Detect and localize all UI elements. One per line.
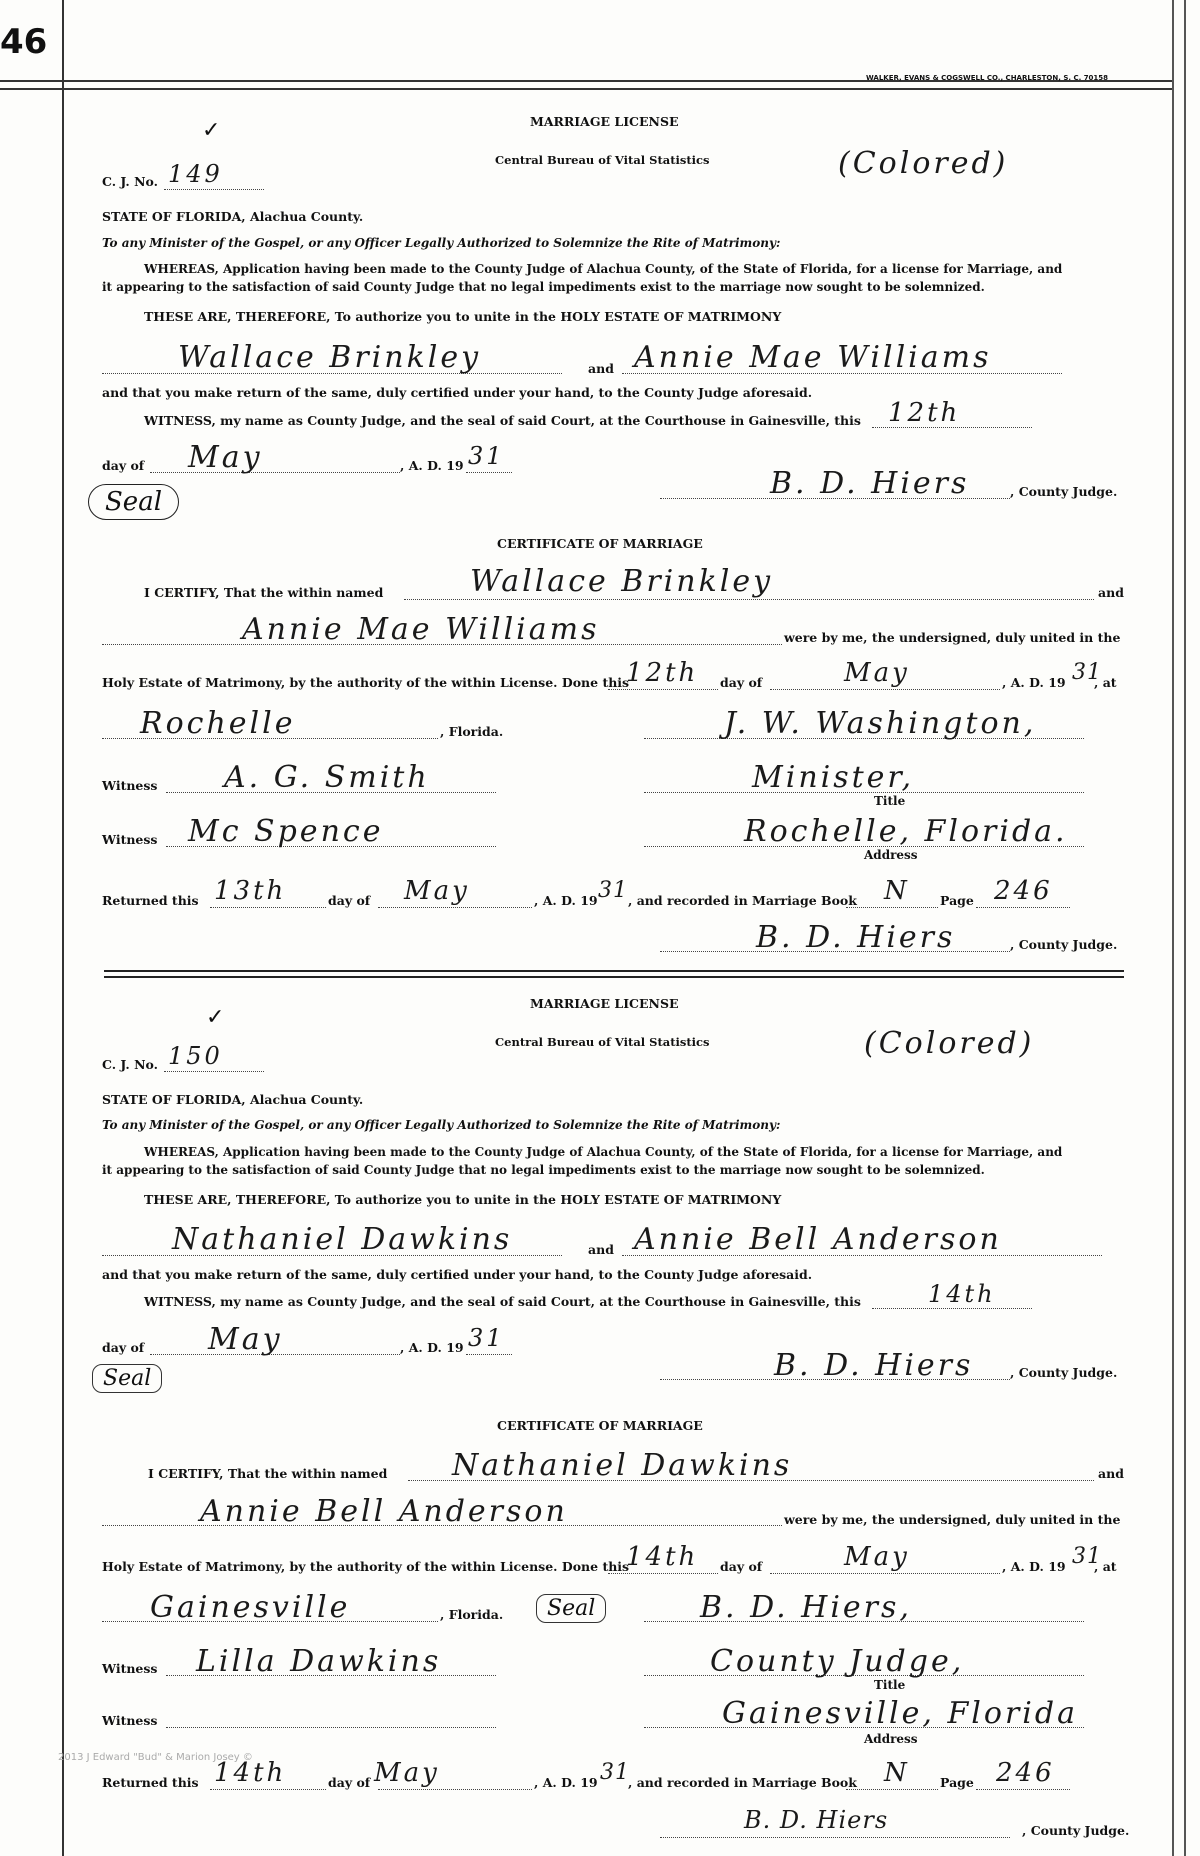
witness-line: WITNESS, my name as County Judge, and the seal of said Court, at the Courthouse in Gainesville, this xyxy=(144,1294,861,1309)
whereas-line-1: WHEREAS, Application having been made to the County Judge of Alachua County, of the State of Florida, for a license for Marriage, and xyxy=(144,262,1063,276)
cj-label: C. J. No. xyxy=(102,174,158,189)
day-of-label: day of xyxy=(328,1775,371,1790)
witness-label: Witness xyxy=(102,1713,158,1728)
license-year: 31 xyxy=(468,1324,505,1352)
witness-label: Witness xyxy=(102,778,158,793)
day-of-label: day of xyxy=(328,893,371,908)
county-judge-label: , County Judge. xyxy=(1010,937,1118,952)
license-day: 14th xyxy=(928,1280,996,1308)
ad-label: , A. D. 19 xyxy=(1002,1559,1066,1574)
ad-label: , A. D. 19 xyxy=(534,1775,598,1790)
these-are-line: THESE ARE, THEREFORE, To authorize you to unite in the HOLY ESTATE OF MATRIMONY xyxy=(144,309,782,324)
seal-stamp: Seal xyxy=(536,1594,606,1623)
whereas-line-1: WHEREAS, Application having been made to the County Judge of Alachua County, of the State of Florida, for a license for Marriage, and xyxy=(144,1145,1063,1159)
judge-signature: B. D. Hiers xyxy=(756,920,956,955)
recorded-label: , and recorded in Marriage Book xyxy=(628,1775,857,1790)
address-caption: Address xyxy=(864,848,918,862)
checkmark-icon: ✓ xyxy=(202,118,221,143)
day-of-label: day of xyxy=(720,675,763,690)
and-label: and xyxy=(588,1242,614,1257)
returned-label: Returned this xyxy=(102,893,199,908)
whereas-line-2: it appearing to the satisfaction of said County Judge that no legal impediments exist to the marriage now sought to be solemnized. xyxy=(102,280,985,294)
county-judge-label: , County Judge. xyxy=(1022,1823,1130,1838)
copyright-watermark: 2013 J Edward "Bud" & Marion Josey © xyxy=(58,1752,253,1763)
seal-stamp: Seal xyxy=(88,484,179,520)
license-month: May xyxy=(208,1322,283,1357)
cj-label: C. J. No. xyxy=(102,1057,158,1072)
cert-year: 31 xyxy=(1072,1544,1102,1569)
state-line: STATE OF FLORIDA, Alachua County. xyxy=(102,209,364,224)
at-label: , at xyxy=(1094,1559,1117,1574)
returned-month: May xyxy=(374,1758,440,1788)
and-label: and xyxy=(588,361,614,376)
and-label: and xyxy=(1098,585,1124,600)
ad-label: , A. D. 19 xyxy=(1002,675,1066,690)
cert-year: 31 xyxy=(1072,660,1102,685)
address-line: To any Minister of the Gospel, or any Officer Legally Authorized to Solemnize the Rite of Matrimony: xyxy=(102,1118,781,1132)
book-page: 246 xyxy=(994,876,1053,906)
certify-label: I CERTIFY, That the within named xyxy=(148,1466,388,1481)
title-caption: Title xyxy=(874,1678,906,1692)
day-of-label: day of xyxy=(102,1340,145,1355)
cert-place: Rochelle xyxy=(140,706,296,741)
race-note: (Colored) xyxy=(838,146,1009,181)
officiant-signature: B. D. Hiers, xyxy=(700,1590,912,1625)
judge-signature: B. D. Hiers xyxy=(770,466,970,501)
book-letter: N xyxy=(884,876,910,906)
printer-imprint: WALKER, EVANS & COGSWELL CO., CHARLESTON, S. C. 70158 xyxy=(866,74,1109,82)
bureau-label: Central Bureau of Vital Statistics xyxy=(495,1035,710,1049)
certify-label: I CERTIFY, That the within named xyxy=(144,585,384,600)
cj-number: 149 xyxy=(168,160,223,188)
page-binding-line xyxy=(62,0,64,1856)
book-page: 246 xyxy=(996,1758,1055,1788)
whereas-line-2: it appearing to the satisfaction of said County Judge that no legal impediments exist to the marriage now sought to be solemnized. xyxy=(102,1163,985,1177)
cert-month: May xyxy=(844,658,910,688)
certificate-title: CERTIFICATE OF MARRIAGE xyxy=(497,1418,703,1433)
cert-place: Gainesville xyxy=(150,1590,351,1625)
bureau-label: Central Bureau of Vital Statistics xyxy=(495,153,710,167)
cert-day: 14th xyxy=(626,1542,699,1572)
returned-year: 31 xyxy=(598,878,628,903)
cert-month: May xyxy=(844,1542,910,1572)
address-line: To any Minister of the Gospel, or any Officer Legally Authorized to Solemnize the Rite of Matrimony: xyxy=(102,236,781,250)
county-judge-label: , County Judge. xyxy=(1010,484,1118,499)
returned-day: 14th xyxy=(214,1758,287,1788)
groom-name: Nathaniel Dawkins xyxy=(172,1222,513,1257)
officiant-address: Rochelle, Florida. xyxy=(744,814,1068,849)
florida-label: , Florida. xyxy=(440,724,504,739)
certificate-title: CERTIFICATE OF MARRIAGE xyxy=(497,536,703,551)
officiant-address: Gainesville, Florida xyxy=(722,1696,1078,1731)
race-note: (Colored) xyxy=(864,1026,1035,1061)
page-number: 46 xyxy=(0,22,48,62)
officiant-title: Minister, xyxy=(752,760,915,795)
license-title: MARRIAGE LICENSE xyxy=(530,996,679,1011)
witness-line: WITNESS, my name as County Judge, and the seal of said Court, at the Courthouse in Gainesville, this xyxy=(144,413,861,428)
witness-1-name: A. G. Smith xyxy=(224,760,430,795)
united-label: were by me, the undersigned, duly united in the xyxy=(784,1512,1121,1527)
witness-2-name: Mc Spence xyxy=(188,814,384,849)
day-of-label: day of xyxy=(720,1559,763,1574)
cert-groom-name: Nathaniel Dawkins xyxy=(452,1448,793,1483)
and-label: and xyxy=(1098,1466,1124,1481)
returned-day: 13th xyxy=(214,876,287,906)
license-day: 12th xyxy=(888,398,961,428)
groom-name: Wallace Brinkley xyxy=(178,340,482,375)
officiant-title: County Judge, xyxy=(710,1644,965,1679)
day-of-label: day of xyxy=(102,458,145,473)
witness-1-name: Lilla Dawkins xyxy=(196,1644,442,1679)
florida-label: , Florida. xyxy=(440,1607,504,1622)
cj-number: 150 xyxy=(168,1042,223,1070)
cert-day: 12th xyxy=(626,658,699,688)
license-year: 31 xyxy=(468,442,505,470)
state-line: STATE OF FLORIDA, Alachua County. xyxy=(102,1092,364,1107)
judge-signature: B. D. Hiers xyxy=(744,1806,889,1834)
page-edge-line xyxy=(1184,0,1186,1856)
record-divider xyxy=(104,970,1124,978)
holy-estate-line: Holy Estate of Matrimony, by the authority of the within License. Done this xyxy=(102,675,630,690)
cert-bride-name: Annie Mae Williams xyxy=(242,612,600,647)
ad-label: , A. D. 19 xyxy=(400,458,464,473)
witness-label: Witness xyxy=(102,1661,158,1676)
these-are-line: THESE ARE, THEREFORE, To authorize you to unite in the HOLY ESTATE OF MATRIMONY xyxy=(144,1192,782,1207)
return-line: and that you make return of the same, duly certified under your hand, to the County Judge aforesaid. xyxy=(102,385,813,400)
cert-bride-name: Annie Bell Anderson xyxy=(200,1494,568,1529)
book-letter: N xyxy=(884,1758,910,1788)
recorded-label: , and recorded in Marriage Book xyxy=(628,893,857,908)
page-edge-line xyxy=(1172,0,1174,1856)
county-judge-label: , County Judge. xyxy=(1010,1365,1118,1380)
at-label: , at xyxy=(1094,675,1117,690)
return-line: and that you make return of the same, duly certified under your hand, to the County Judge aforesaid. xyxy=(102,1267,813,1282)
officiant-signature: J. W. Washington, xyxy=(724,706,1037,741)
united-label: were by me, the undersigned, duly united in the xyxy=(784,630,1121,645)
returned-label: Returned this xyxy=(102,1775,199,1790)
seal-stamp: Seal xyxy=(92,1364,162,1393)
bride-name: Annie Mae Williams xyxy=(634,340,992,375)
checkmark-icon: ✓ xyxy=(206,1005,225,1030)
license-title: MARRIAGE LICENSE xyxy=(530,114,679,129)
returned-year: 31 xyxy=(600,1760,630,1785)
returned-month: May xyxy=(404,876,470,906)
judge-signature: B. D. Hiers xyxy=(774,1348,974,1383)
ad-label: , A. D. 19 xyxy=(400,1340,464,1355)
title-caption: Title xyxy=(874,794,906,808)
bride-name: Annie Bell Anderson xyxy=(634,1222,1002,1257)
license-month: May xyxy=(188,440,263,475)
witness-label: Witness xyxy=(102,832,158,847)
page-label: Page xyxy=(940,1775,974,1790)
ad-label: , A. D. 19 xyxy=(534,893,598,908)
address-caption: Address xyxy=(864,1732,918,1746)
cert-groom-name: Wallace Brinkley xyxy=(470,564,774,599)
holy-estate-line: Holy Estate of Matrimony, by the authority of the within License. Done this xyxy=(102,1559,630,1574)
page-label: Page xyxy=(940,893,974,908)
